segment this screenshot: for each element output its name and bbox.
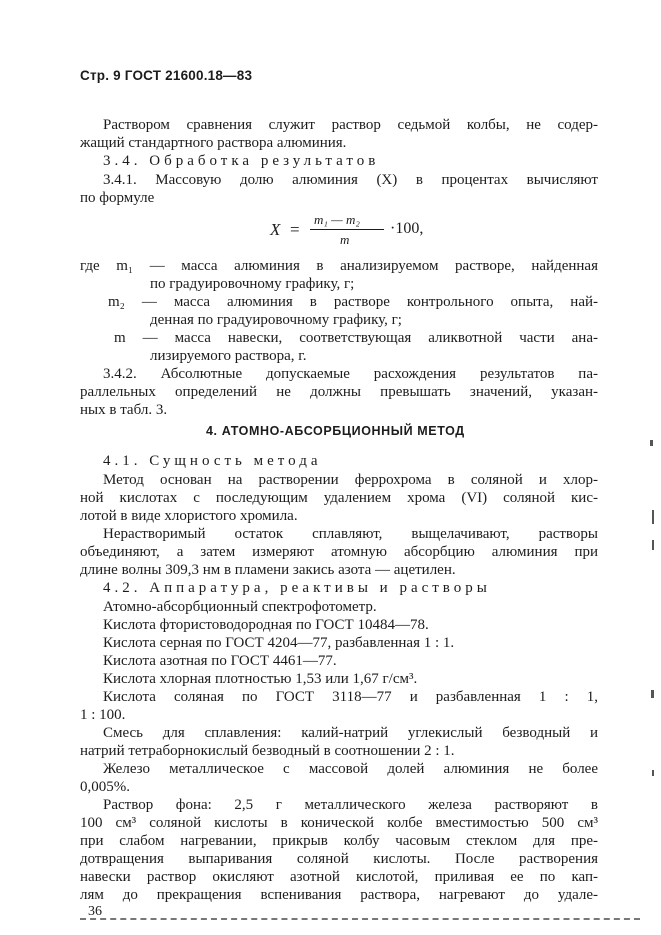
formula-lhs: X — [270, 220, 281, 239]
text-line: Железо металлическое с массовой долей алюминия не более — [103, 761, 598, 777]
margin-mark — [652, 540, 654, 550]
text-line: 0,005%. — [80, 779, 130, 795]
formula-denominator: m — [340, 232, 350, 247]
subsection-title: 4.1. Сущность метода — [103, 453, 322, 469]
text-line: лотой в виде хлористого хромила. — [80, 508, 298, 524]
text-line: Кислота фтористоводородная по ГОСТ 10484—78. — [103, 617, 429, 633]
text-line: m₂ — масса алюминия в растворе контрольного опыта, най- — [108, 294, 598, 310]
text-line: Кислота азотная по ГОСТ 4461—77. — [103, 653, 337, 669]
margin-mark — [650, 440, 653, 446]
margin-mark — [652, 510, 654, 524]
text-line: ных в табл. 3. — [80, 402, 168, 418]
text-line: 100 см³ соляной кислоты в конической колбе вместимостью 500 см³ — [80, 815, 598, 831]
text-line: Нерастворимый остаток сплавляют, выщелачивают, растворы — [103, 526, 598, 542]
margin-mark — [651, 690, 654, 698]
subsection-title: 4.2. Аппаратура, реактивы и растворы — [103, 580, 491, 596]
text-line: Метод основан на растворении феррохрома в соляной и хлор- — [103, 472, 598, 488]
text-line: лизируемого раствора, г. — [150, 348, 307, 364]
bottom-rule — [80, 918, 640, 920]
text-line: ной кислотах с последующим удалением хрома (VI) соляной кис- — [80, 490, 598, 506]
text-line: дотвращения выпаривания соляной кислоты. После растворения — [80, 851, 598, 867]
page-number: 36 — [88, 904, 102, 919]
text-line: Раствор фона: 2,5 г металлического железа растворяют в — [103, 797, 598, 813]
text-line: Кислота серная по ГОСТ 4204—77, разбавленная 1 : 1. — [103, 635, 455, 651]
text-line: по формуле — [80, 190, 155, 206]
section-title: 4. АТОМНО-АБСОРБЦИОННЫЙ МЕТОД — [206, 424, 465, 438]
text-line: Кислота хлорная плотностью 1,53 или 1,67 г/см³. — [103, 671, 418, 687]
text-line: Раствором сравнения служит раствор седьмой колбы, не содер- — [103, 117, 598, 133]
fraction-bar — [310, 229, 384, 230]
text-line: m — масса навески, соответствующая аликвотной части ана- — [114, 330, 598, 346]
text-line: натрий тетраборнокислый безводный в соотношении 2 : 1. — [80, 743, 455, 759]
text-line: жащий стандартного раствора алюминия. — [80, 135, 347, 151]
text-line: денная по градуировочному графику, г; — [150, 312, 402, 328]
text-line: объединяют, а затем измеряют атомную абсорбцию алюминия при — [80, 544, 598, 560]
page-header: Стр. 9 ГОСТ 21600.18—83 — [80, 68, 253, 83]
margin-mark — [652, 770, 654, 776]
formula — [270, 212, 430, 248]
text-line: 1 : 100. — [80, 707, 126, 723]
text-line: длине волны 309,3 нм в пламени закись азота — ацетилен. — [80, 562, 456, 578]
text-line: при слабом нагревании, прикрыв колбу часовым стеклом для пре- — [80, 833, 598, 849]
text-line: 3.4.2. Абсолютные допускаемые расхождения результатов па- — [103, 366, 598, 382]
text-line: навески раствор окисляют азотной кислотой, приливая ее по кап- — [80, 869, 598, 885]
formula-multiplier: ·100, — [390, 220, 424, 237]
subsection-title: 3.4. Обработка результатов — [103, 153, 380, 169]
text-line: Смесь для сплавления: калий-натрий углекислый безводный и — [103, 725, 598, 741]
text-line: по градуировочному графику, г; — [150, 276, 355, 292]
text-line: лям до прекращения вспенивания раствора, нагревают до удале- — [80, 887, 598, 903]
text-line: 3.4.1. Массовую долю алюминия (X) в процентах вычисляют — [103, 172, 598, 188]
text-line: раллельных определений не должны превышать значений, указан- — [80, 384, 598, 400]
text-line: Атомно-абсорбционный спектрофотометр. — [103, 599, 377, 615]
formula-equals: = — [290, 220, 300, 239]
text-line: где m₁ — масса алюминия в анализируемом растворе, найденная — [80, 258, 598, 274]
text-line: Кислота соляная по ГОСТ 3118—77 и разбавленная 1 : 1, — [103, 689, 598, 705]
formula-numerator: m₁ — m₂ — [314, 212, 360, 227]
